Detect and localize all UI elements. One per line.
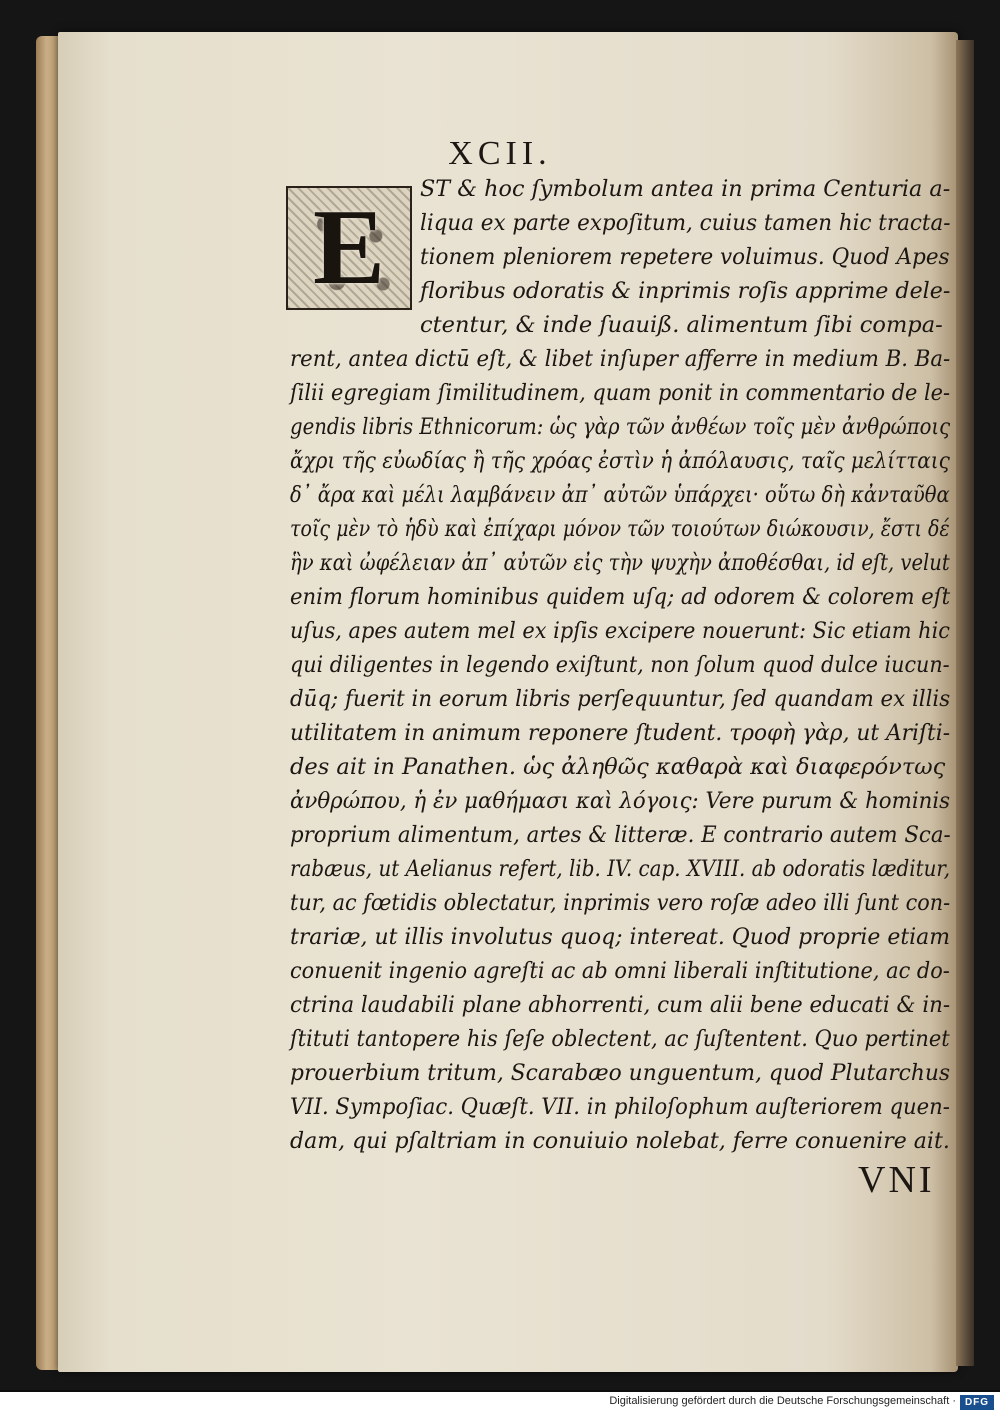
catchword: VNI [858,1159,935,1201]
text-line: ſilii egregiam ſimilitudinem, quam ponit in commentario de le- [290,380,951,406]
text-line: dam, qui pſaltriam in conuiuio nolebat, ferre conuenire ait. [290,1128,950,1154]
text-line: trariæ, ut illis involutus quoq; intereat. Quod proprie etiam [290,924,951,950]
text-line: δ᾽ ἄρα καὶ μέλι λαμβάνειν ἀπ᾽ αὐτῶν ὑπάρχει· οὕτω δὴ κἀνταῦθα [290,482,950,508]
page-edge-shadow [956,40,974,1366]
text-line: rent, antea dictū eſt, & libet inſuper afferre in medium B. Ba- [290,346,951,372]
text-line: ctentur, & inde ſuauiß. alimentum ſibi compa- [420,312,943,338]
text-line: dūq; fuerit in eorum libris perſequuntur, ſed quandam ex illis [290,686,951,712]
text-line: VII. Sympoſiac. Quæſt. VII. in philoſophum auſteriorem quen- [290,1094,950,1120]
text-line: conuenit ingenio agreſti ac ab omni liberali inſtitutione, ac do- [290,958,950,984]
text-line: gendis libris Ethnicorum: ὡς γὰρ τῶν ἀνθέων τοῖς μὲν ἀνθρώποις [290,414,951,440]
text-line: enim florum hominibus quidem uſq; ad odorem & colorem eſt [290,584,951,610]
text-line: ἣν καὶ ὠφέλειαν ἀπ᾽ αὐτῶν εἰς τὴν ψυχὴν ἀποθέσθαι, id eſt, velut [290,550,950,576]
text-line: τοῖς μὲν τὸ ἡδὺ καὶ ἐπίχαρι μόνον τῶν τοιούτων διώκουσιν, ἔστι δέ [290,516,950,542]
text-line: ST & hoc ſymbolum antea in prima Centuria a- [420,176,951,202]
text-line: proprium alimentum, artes & litteræ. E contrario autem Sca- [290,822,951,848]
text-line: ſtituti tantopere his ſeſe oblectent, ac ſuſtentent. Quo pertinet [290,1026,950,1052]
text-line: ctrina laudabili plane abhorrenti, cum alii bene educati & in- [290,992,951,1018]
text-line: ἀνθρώπου, ἡ ἐν μαθήμασι καὶ λόγοις: Vere purum & hominis [290,788,951,814]
page-number-heading: XCII. [448,135,552,172]
text-line: utilitatem in animum reponere ſtudent. τροφὴ γὰρ, ut Ariſti- [290,720,951,746]
decorated-initial [286,186,412,310]
funding-credit: Digitalisierung gefördert durch die Deutsche Forschungsgemeinschaft · [609,1395,956,1407]
digitization-footer [0,1392,1000,1414]
text-line: rabæus, ut Aelianus refert, lib. IV. cap. XVIII. ab odoratis læditur, [290,856,951,882]
text-line: prouerbium tritum, Scarabæo unguentum, quod Plutarchus [290,1060,951,1086]
initial-letter: E [312,188,386,307]
dfg-logo: DFG [960,1395,994,1410]
text-line: des ait in Panathen. ὡς ἀληθῶς καθαρὰ καὶ διαφερόντως [290,754,946,780]
text-line: tur, ac fœtidis oblectatur, inprimis vero roſæ adeo illi ſunt con- [290,890,951,916]
text-line: qui diligentes in legendo exiſtunt, non ſolum quod dulce iucun- [290,652,950,678]
text-line: liqua ex parte expoſitum, cuius tamen hic tracta- [420,210,951,236]
text-line: floribus odoratis & inprimis roſis apprime dele- [420,278,951,304]
text-line: ἄχρι τῆς εὐωδίας ἢ τῆς χρόας ἐστὶν ἡ ἀπόλαυσις, ταῖς μελίτταις [290,448,950,474]
text-line: uſus, apes autem mel ex ipſis excipere nouerunt: Sic etiam hic [290,618,950,644]
text-line: tionem pleniorem repetere voluimus. Quod Apes [420,244,950,270]
